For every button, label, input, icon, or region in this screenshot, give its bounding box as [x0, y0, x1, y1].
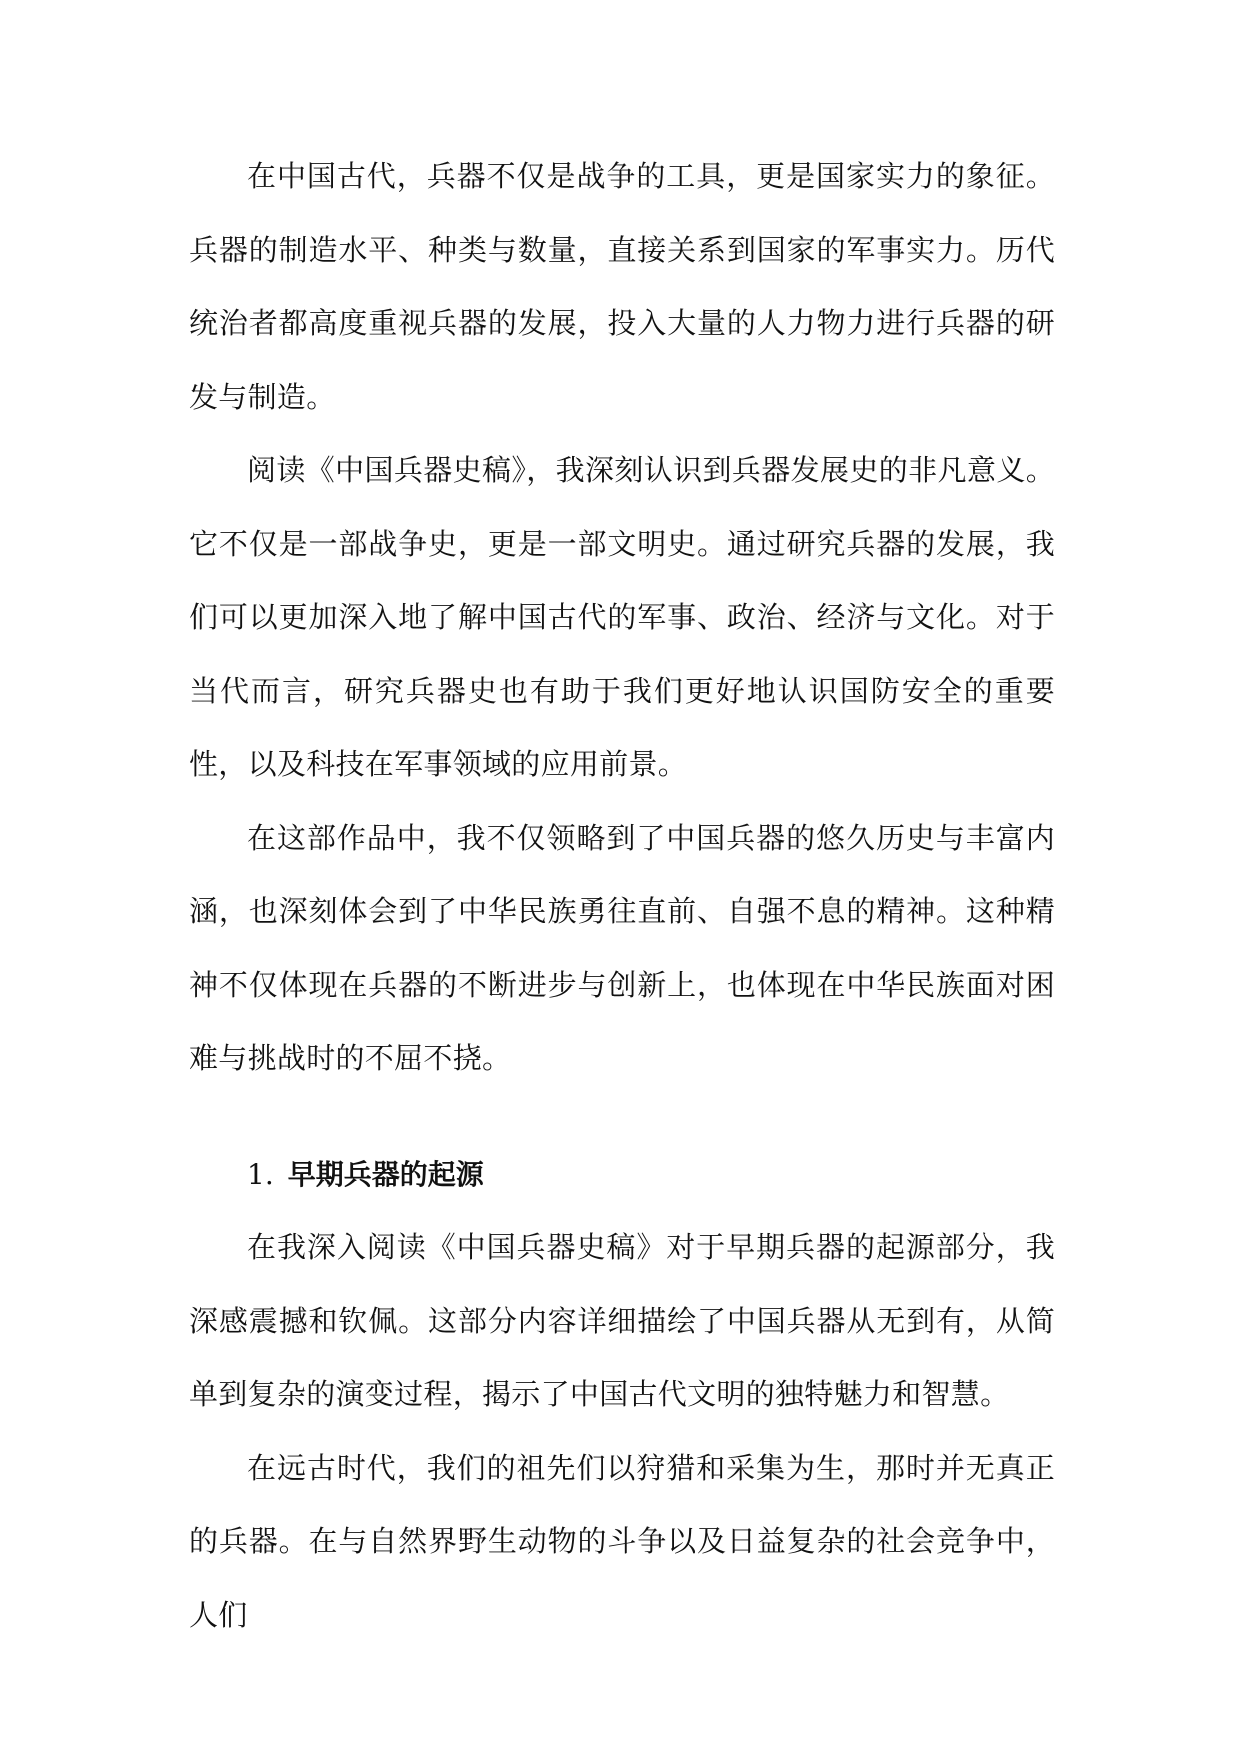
paragraph-ancient-times: 在远古时代，我们的祖先们以狩猎和采集为生，那时并无真正的兵器。在与自然界野生动物的斗争以及日益复杂的社会竞争中，人们: [189, 1450, 1055, 1632]
section-number: 1.: [247, 1157, 274, 1191]
section-title: 早期兵器的起源: [287, 1157, 484, 1191]
paragraph-origin-intro: 在我深入阅读《中国兵器史稿》对于早期兵器的起源部分，我深感震撼和钦佩。这部分内容详细描绘了中国兵器从无到有，从简单到复杂的演变过程，揭示了中国古代文明的独特魅力和智慧。: [189, 1230, 1055, 1411]
paragraph-spirit: 在这部作品中，我不仅领略到了中国兵器的悠久历史与丰富内涵，也深刻体会到了中华民族勇往直前、自强不息的精神。这种精神不仅体现在兵器的不断进步与创新上，也体现在中华民族面对困难与挑战时的不屈不挠。: [189, 820, 1055, 1075]
document-page: [189, 140, 1055, 1652]
paragraph-significance: 阅读《中国兵器史稿》，我深刻认识到兵器发展史的非凡意义。它不仅是一部战争史，更是一部文明史。通过研究兵器的发展，我们可以更加深入地了解中国古代的军事、政治、经济与文化。对于当代而言，研究兵器史也有助于我们更好地认识国防安全的重要性，以及科技在军事领域的应用前景。: [189, 453, 1055, 781]
section-heading: [189, 1138, 1055, 1212]
paragraph-intro: 在中国古代，兵器不仅是战争的工具，更是国家实力的象征。兵器的制造水平、种类与数量，直接关系到国家的军事实力。历代统治者都高度重视兵器的发展，投入大量的人力物力进行兵器的研发与制造。: [189, 159, 1055, 414]
